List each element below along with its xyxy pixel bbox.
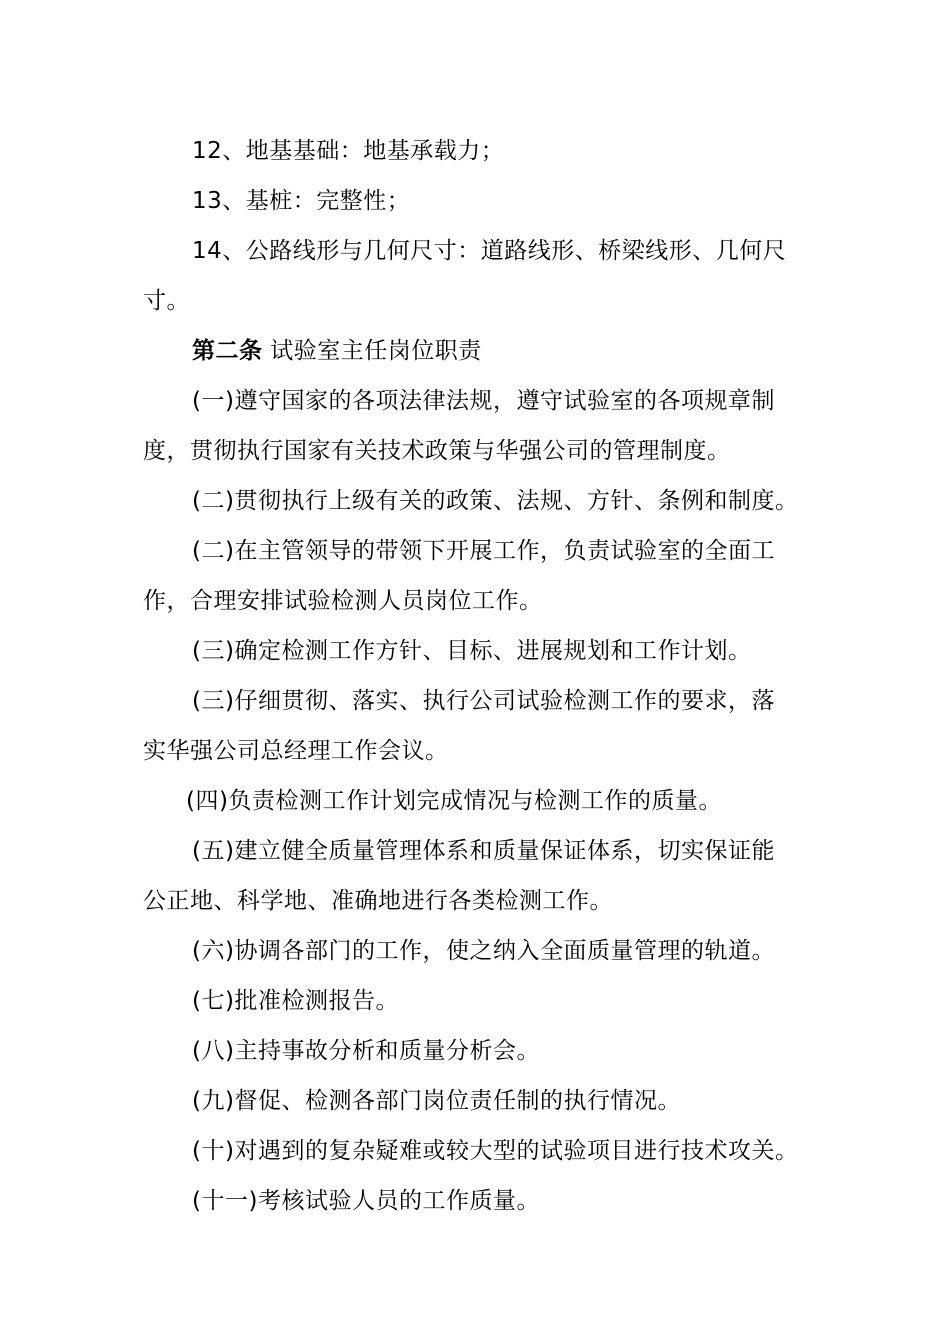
paragraph-line: (一)遵守国家的各项法律法规，遵守试验室的各项规章制 bbox=[192, 388, 775, 414]
article-title: 试验室主任岗位职责 bbox=[262, 338, 482, 364]
paragraph-line: 12、地基基础：地基承载力； bbox=[192, 138, 505, 164]
paragraph-line: (三)确定检测工作方针、目标、进展规划和工作计划。 bbox=[192, 638, 752, 664]
paragraph-line: (四)负责检测工作计划完成情况与检测工作的质量。 bbox=[186, 788, 722, 814]
paragraph-line: 度，贯彻执行国家有关技术政策与华强公司的管理制度。 bbox=[143, 438, 731, 464]
paragraph-line: 公正地、科学地、准确地进行各类检测工作。 bbox=[143, 888, 613, 914]
paragraph-line: 实华强公司总经理工作会议。 bbox=[143, 738, 449, 764]
paragraph-line: (十)对遇到的复杂疑难或较大型的试验项目进行技术攻关。 bbox=[192, 1138, 799, 1164]
paragraph-line: 13、基桩：完整性； bbox=[192, 188, 411, 214]
paragraph-line: 寸。 bbox=[143, 288, 190, 314]
paragraph-line: (八)主持事故分析和质量分析会。 bbox=[192, 1038, 540, 1064]
article-heading-line bbox=[192, 336, 862, 366]
paragraph-line: (五)建立健全质量管理体系和质量保证体系，切实保证能 bbox=[192, 838, 775, 864]
paragraph-line: (六)协调各部门的工作，使之纳入全面质量管理的轨道。 bbox=[192, 938, 775, 964]
paragraph-line: (二)贯彻执行上级有关的政策、法规、方针、条例和制度。 bbox=[192, 488, 799, 514]
article-number: 第二条 bbox=[192, 338, 263, 364]
paragraph-line: 14、公路线形与几何尺寸：道路线形、桥梁线形、几何尺 bbox=[192, 238, 787, 264]
paragraph-line: 作，合理安排试验检测人员岗位工作。 bbox=[143, 588, 543, 614]
paragraph-line: (七)批准检测报告。 bbox=[192, 988, 399, 1014]
paragraph-line: (十一)考核试验人员的工作质量。 bbox=[192, 1188, 540, 1214]
paragraph-line: (三)仔细贯彻、落实、执行公司试验检测工作的要求，落 bbox=[192, 688, 775, 714]
paragraph-line: (九)督促、检测各部门岗位责任制的执行情况。 bbox=[192, 1088, 681, 1114]
paragraph-line: (二)在主管领导的带领下开展工作，负责试验室的全面工 bbox=[192, 538, 775, 564]
